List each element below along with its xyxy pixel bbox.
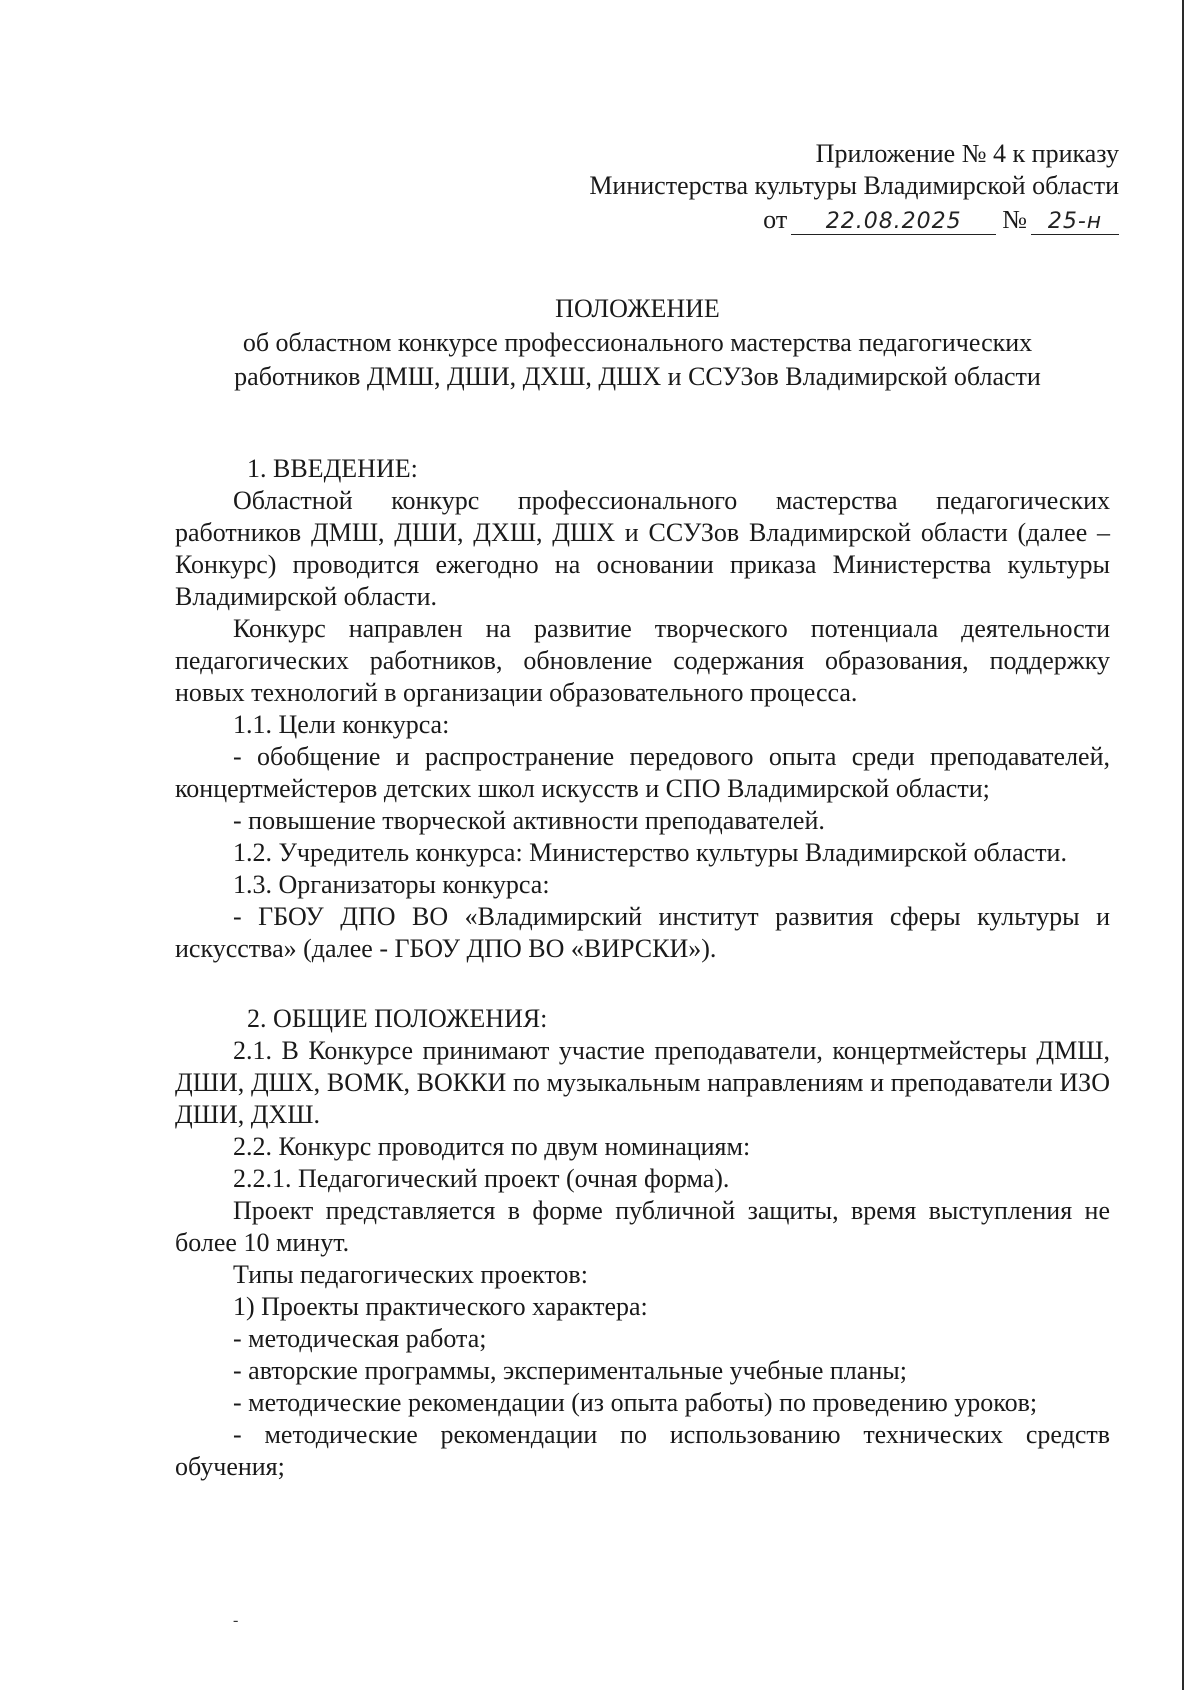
order-date-value: 22.08.2025	[791, 210, 996, 235]
title-main: ПОЛОЖЕНИЕ	[555, 294, 720, 323]
intro-paragraph-1: Областной конкурс профессионального мастерства педагогических работников ДМШ, ДШИ, ДХШ, ДШХ и ССУЗов Владимирской области (далее – Конкурс) проводится ежегодно на основании приказа Министерства культуры Владимирской области.	[175, 486, 1110, 611]
order-date-line	[589, 204, 1119, 236]
ministry-line: Министерства культуры Владимирской области	[589, 171, 1119, 200]
list-item: - авторские программы, экспериментальные учебные планы;	[233, 1356, 907, 1385]
founder-paragraph: 1.2. Учредитель конкурса: Министерство культуры Владимирской области.	[233, 838, 1067, 867]
intro-paragraph-2: Конкурс направлен на развитие творческого потенциала деятельности педагогических работников, обновление содержания образования, поддержку новых технологий в организации образовательного процесса.	[175, 614, 1110, 707]
number-prefix: №	[1002, 205, 1027, 234]
date-prefix: от	[763, 205, 788, 234]
paragraph-2-2-1: 2.2.1. Педагогический проект (очная форма).	[233, 1164, 730, 1193]
paragraph-2-1: 2.1. В Конкурсе принимают участие преподаватели, концертмейстеры ДМШ, ДШИ, ДШХ, ВОМК, ВОККИ по музыкальным направлениям и преподаватели ИЗО ДШИ, ДХШ.	[175, 1036, 1110, 1129]
organizers-heading: 1.3. Организаторы конкурса:	[233, 870, 550, 899]
goal-item-2: - повышение творческой активности преподавателей.	[233, 806, 825, 835]
document-title	[170, 292, 1105, 394]
list-item: - методические рекомендации (из опыта работы) по проведению уроков;	[233, 1388, 1038, 1417]
goals-heading: 1.1. Цели конкурса:	[233, 710, 450, 739]
stray-mark: -	[233, 1612, 239, 1629]
title-subtitle-line-1: об областном конкурсе профессионального мастерства педагогических	[242, 328, 1033, 357]
section-1-heading: 1. ВВЕДЕНИЕ:	[247, 454, 418, 483]
order-number-value: 25-н	[1031, 210, 1119, 235]
list-item: - методические рекомендации по использованию технических средств обучения;	[175, 1420, 1110, 1481]
paragraph-2-2: 2.2. Конкурс проводится по двум номинациям:	[233, 1132, 751, 1161]
section-2-heading: 2. ОБЩИЕ ПОЛОЖЕНИЯ:	[247, 1004, 548, 1033]
organizer-item: - ГБОУ ДПО ВО «Владимирский институт развития сферы культуры и искусства» (далее - ГБОУ ДПО ВО «ВИРСКИ»).	[175, 902, 1110, 963]
title-subtitle-line-2: работников ДМШ, ДШИ, ДХШ, ДШХ и ССУЗов Владимирской области	[234, 362, 1041, 391]
project-types-heading: Типы педагогических проектов:	[233, 1260, 588, 1289]
appendix-header	[589, 138, 1119, 236]
list-item: - методическая работа;	[233, 1324, 487, 1353]
goal-item-1: - обобщение и распространение передового опыта среди преподавателей, концертмейстеров детских школ искусств и СПО Владимирской области;	[175, 742, 1110, 803]
page-edge-line	[1182, 0, 1184, 1690]
document-body	[175, 453, 1110, 1483]
project-paragraph: Проект представляется в форме публичной защиты, время выступления не более 10 минут.	[175, 1196, 1110, 1257]
appendix-line: Приложение № 4 к приказу	[815, 139, 1119, 168]
practical-projects-heading: 1) Проекты практического характера:	[233, 1292, 648, 1321]
